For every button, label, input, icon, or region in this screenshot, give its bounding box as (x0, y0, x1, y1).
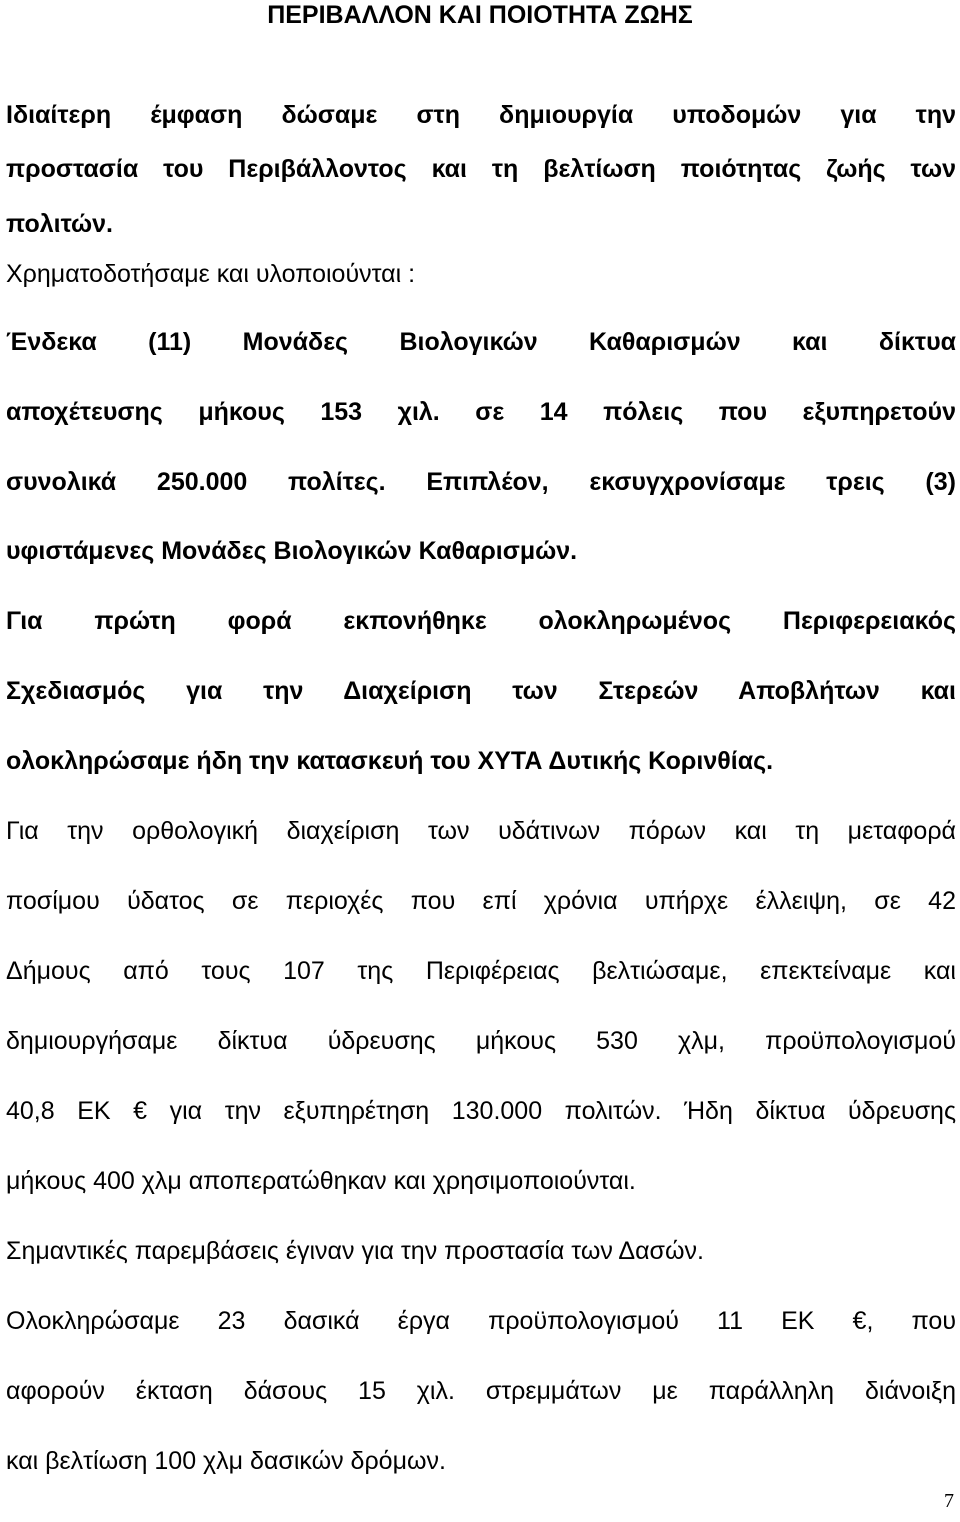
text-line: Χρηματοδοτήσαμε και υλοποιούνται : (6, 260, 416, 288)
text-line: Σχεδιασμός για την Διαχείριση των Στερεών Αποβλήτων και (6, 677, 956, 705)
text-line: 40,8 ΕΚ € για την εξυπηρέτηση 130.000 πολιτών. Ήδη δίκτυα ύδρευσης (6, 1097, 956, 1125)
page-title: ΠΕΡΙΒΑΛΛΟΝ ΚΑΙ ΠΟΙΟΤΗΤΑ ΖΩΗΣ (267, 1, 693, 29)
text-line: μήκους 400 χλμ αποπερατώθηκαν και χρησιμοποιούνται. (6, 1167, 636, 1195)
text-line: Ένδεκα (11) Μονάδες Βιολογικών Καθαρισμών και δίκτυα (6, 328, 956, 356)
text-line: αφορούν έκταση δάσους 15 χιλ. στρεμμάτων με παράλληλη διάνοιξη (6, 1377, 956, 1405)
page-number: 7 (944, 1490, 954, 1512)
text-line: Σημαντικές παρεμβάσεις έγιναν για την προστασία των Δασών. (6, 1237, 704, 1265)
text-line: ολοκληρώσαμε ήδη την κατασκευή του ΧΥΤΑ Δυτικής Κορινθίας. (6, 747, 774, 775)
text-line: Ιδιαίτερη έμφαση δώσαμε στη δημιουργία υποδομών για την (6, 101, 956, 129)
text-line: υφιστάμενες Μονάδες Βιολογικών Καθαρισμών. (6, 537, 578, 565)
text-line: αποχέτευσης μήκους 153 χιλ. σε 14 πόλεις που εξυπηρετούν (6, 398, 956, 426)
text-line: προστασία του Περιβάλλοντος και τη βελτίωση ποιότητας ζωής των (6, 155, 956, 183)
text-line: ποσίμου ύδατος σε περιοχές που επί χρόνια υπήρχε έλλειψη, σε 42 (6, 887, 956, 915)
text-line: συνολικά 250.000 πολίτες. Επιπλέον, εκσυγχρονίσαμε τρεις (3) (6, 468, 956, 496)
text-line: και βελτίωση 100 χλμ δασικών δρόμων. (6, 1447, 446, 1475)
text-line: Για πρώτη φορά εκπονήθηκε ολοκληρωμένος Περιφερειακός (6, 607, 956, 635)
text-line: Δήμους από τους 107 της Περιφέρειας βελτιώσαμε, επεκτείναμε και (6, 957, 956, 985)
text-line: Για την ορθολογική διαχείριση των υδάτινων πόρων και τη μεταφορά (6, 817, 956, 845)
text-line: Ολοκληρώσαμε 23 δασικά έργα προϋπολογισμού 11 ΕΚ €, που (6, 1307, 956, 1335)
text-line: πολιτών. (6, 210, 113, 238)
text-line: δημιουργήσαμε δίκτυα ύδρευσης μήκους 530 χλμ, προϋπολογισμού (6, 1027, 956, 1055)
